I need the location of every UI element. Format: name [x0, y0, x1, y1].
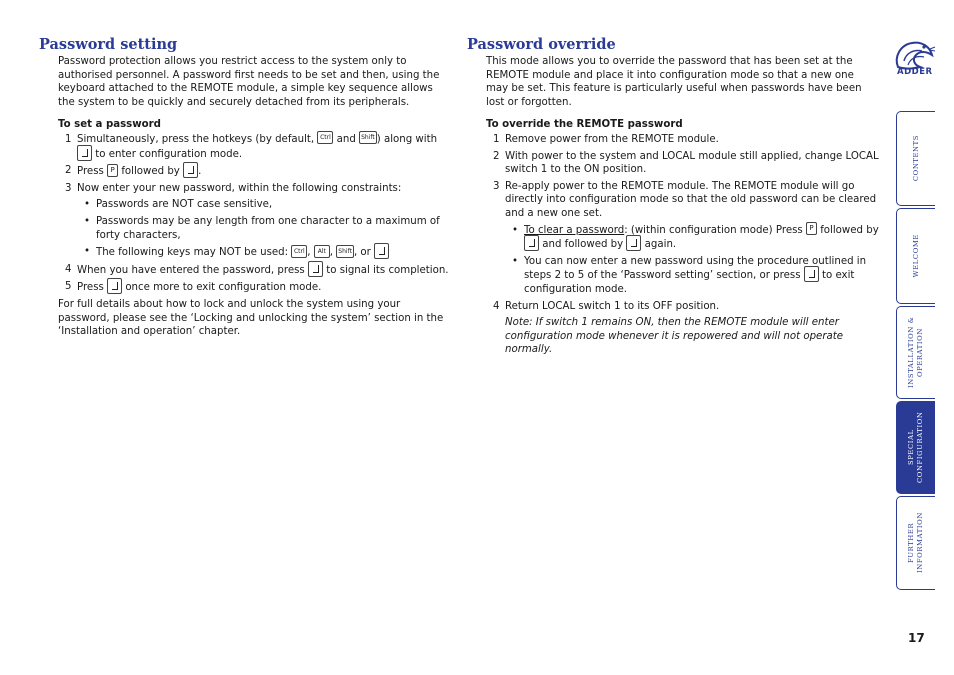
subheading: To set a password [58, 119, 161, 131]
bullet-text: : (within configuration mode) Press [624, 224, 803, 236]
bullet-text: , or [353, 247, 371, 259]
section-title: Password override [467, 36, 616, 53]
step-text: ) along with [376, 133, 438, 145]
step-text: Re-apply power to the REMOTE module. The REMOTE module will go directly into configuration mode so that the old password can be cleared and a new one set. [505, 180, 877, 219]
step-item [39, 164, 451, 179]
tab-special-configuration[interactable] [896, 401, 935, 494]
list-item: • Passwords may be any length from one character to a maximum of forty characters, [39, 215, 451, 242]
p-key-icon: P [107, 164, 118, 177]
step-item [39, 133, 451, 161]
tab-contents[interactable] [896, 111, 935, 206]
step-text: Now enter your new password, within the following constraints: [77, 182, 402, 194]
bullet-text: , [307, 247, 311, 259]
password-setting-section [39, 36, 451, 339]
outro-paragraph: For full details about how to lock and unlock the system using your password, please see the ‘Locking and unlocking the system’ section in the ‘Installation and operation’ chapter. [58, 298, 444, 338]
step-item [39, 280, 451, 295]
enter-key-icon [374, 243, 389, 259]
bullet-text: to exit configuration mode. [524, 270, 855, 295]
step-text: to signal its completion. [326, 264, 449, 276]
step-text: Press [77, 166, 104, 178]
enter-key-icon [804, 266, 819, 282]
step-number: 3 [65, 182, 72, 194]
alt-key-icon: Alt [314, 245, 330, 258]
ctrl-key-icon: Ctrl [317, 131, 333, 144]
bullet-text: again. [644, 239, 677, 251]
tab-label: FURTHER INFORMATION [907, 512, 924, 574]
enter-key-icon [308, 261, 323, 277]
list-item: • Passwords are NOT case sensitive, [39, 198, 451, 212]
ctrl-key-icon: Ctrl [291, 245, 307, 258]
bullet-label: To clear a password [524, 224, 625, 236]
step-number: 3 [493, 180, 500, 192]
password-override-section [467, 36, 879, 357]
note-text: Note: If switch 1 remains ON, then the REMOTE module will enter configuration mode whenever it is repowered and will not operate normally. [505, 317, 844, 356]
step-item [467, 180, 879, 221]
shift-key-icon: Shift [336, 245, 354, 258]
step-text: Press [77, 282, 104, 294]
step-text: Simultaneously, press the hotkeys (by default, [77, 133, 315, 145]
section-title: Password setting [39, 36, 178, 53]
shift-key-icon: Shift [359, 131, 377, 144]
step-number: 2 [65, 165, 72, 177]
tab-label: CONTENTS [911, 135, 920, 182]
step-text: followed by [121, 166, 180, 178]
subheading: To override the REMOTE password [486, 119, 683, 131]
bullet-text: The following keys may NOT be used: [96, 247, 289, 259]
page-number: 17 [908, 631, 925, 645]
step-text: and [336, 133, 356, 145]
step-number: 4 [65, 263, 72, 275]
enter-key-icon [183, 162, 198, 178]
tab-label: INSTALLATION & OPERATION [907, 316, 924, 389]
step-item [39, 263, 451, 278]
list-item [467, 255, 879, 297]
step-number: 5 [65, 281, 72, 293]
tab-label: SPECIAL CONFIGURATION [907, 411, 924, 484]
step-text: once more to exit configuration mode. [125, 282, 322, 294]
list-item [467, 224, 879, 252]
intro-paragraph: This mode allows you to override the password that has been set at the REMOTE module and place it into configuration mode so that a new one may be set. This feature is particularly useful when passwords have been lost or forgotten. [486, 56, 862, 108]
bullet-text: followed by [820, 224, 879, 236]
step-item [467, 300, 879, 314]
bullet-text: and followed by [542, 239, 624, 251]
step-text: When you have entered the password, press [77, 264, 305, 276]
step-text: to enter configuration mode. [95, 148, 243, 160]
step-item [467, 133, 879, 147]
step-item [467, 150, 879, 177]
step-text: Return LOCAL switch 1 to its OFF position. [505, 300, 720, 312]
bullet-text: You can now enter a new password using the procedure outlined in steps 2 to 5 of the ‘Password setting’ section, or press [524, 255, 867, 282]
brand-name: ADDER [897, 67, 933, 77]
list-item [39, 245, 451, 260]
enter-key-icon [107, 278, 122, 294]
step-number: 2 [493, 150, 500, 162]
tab-installation-operation[interactable] [896, 306, 935, 399]
step-text: . [198, 166, 202, 178]
bullet-text: , [329, 247, 334, 259]
tab-further-information[interactable] [896, 496, 935, 590]
step-number: 4 [493, 300, 500, 312]
step-number: 1 [65, 133, 72, 145]
enter-key-icon [77, 145, 92, 161]
tab-label: WELCOME [911, 234, 920, 278]
step-item [39, 182, 451, 196]
step-text: Remove power from the REMOTE module. [505, 133, 719, 145]
enter-key-icon [626, 235, 641, 251]
enter-key-icon [524, 235, 539, 251]
step-text: With power to the system and LOCAL module still applied, change LOCAL switch 1 to the ON position. [505, 150, 879, 176]
step-number: 1 [493, 133, 500, 145]
p-key-icon: P [806, 222, 817, 235]
tab-welcome[interactable] [896, 208, 935, 304]
intro-paragraph: Password protection allows you restrict access to the system only to authorised personnel. A password first needs to be set and then, using the keyboard attached to the REMOTE module, a simple key sequence allows the system to be quickly and securely detached from its peripherals. [58, 56, 440, 108]
